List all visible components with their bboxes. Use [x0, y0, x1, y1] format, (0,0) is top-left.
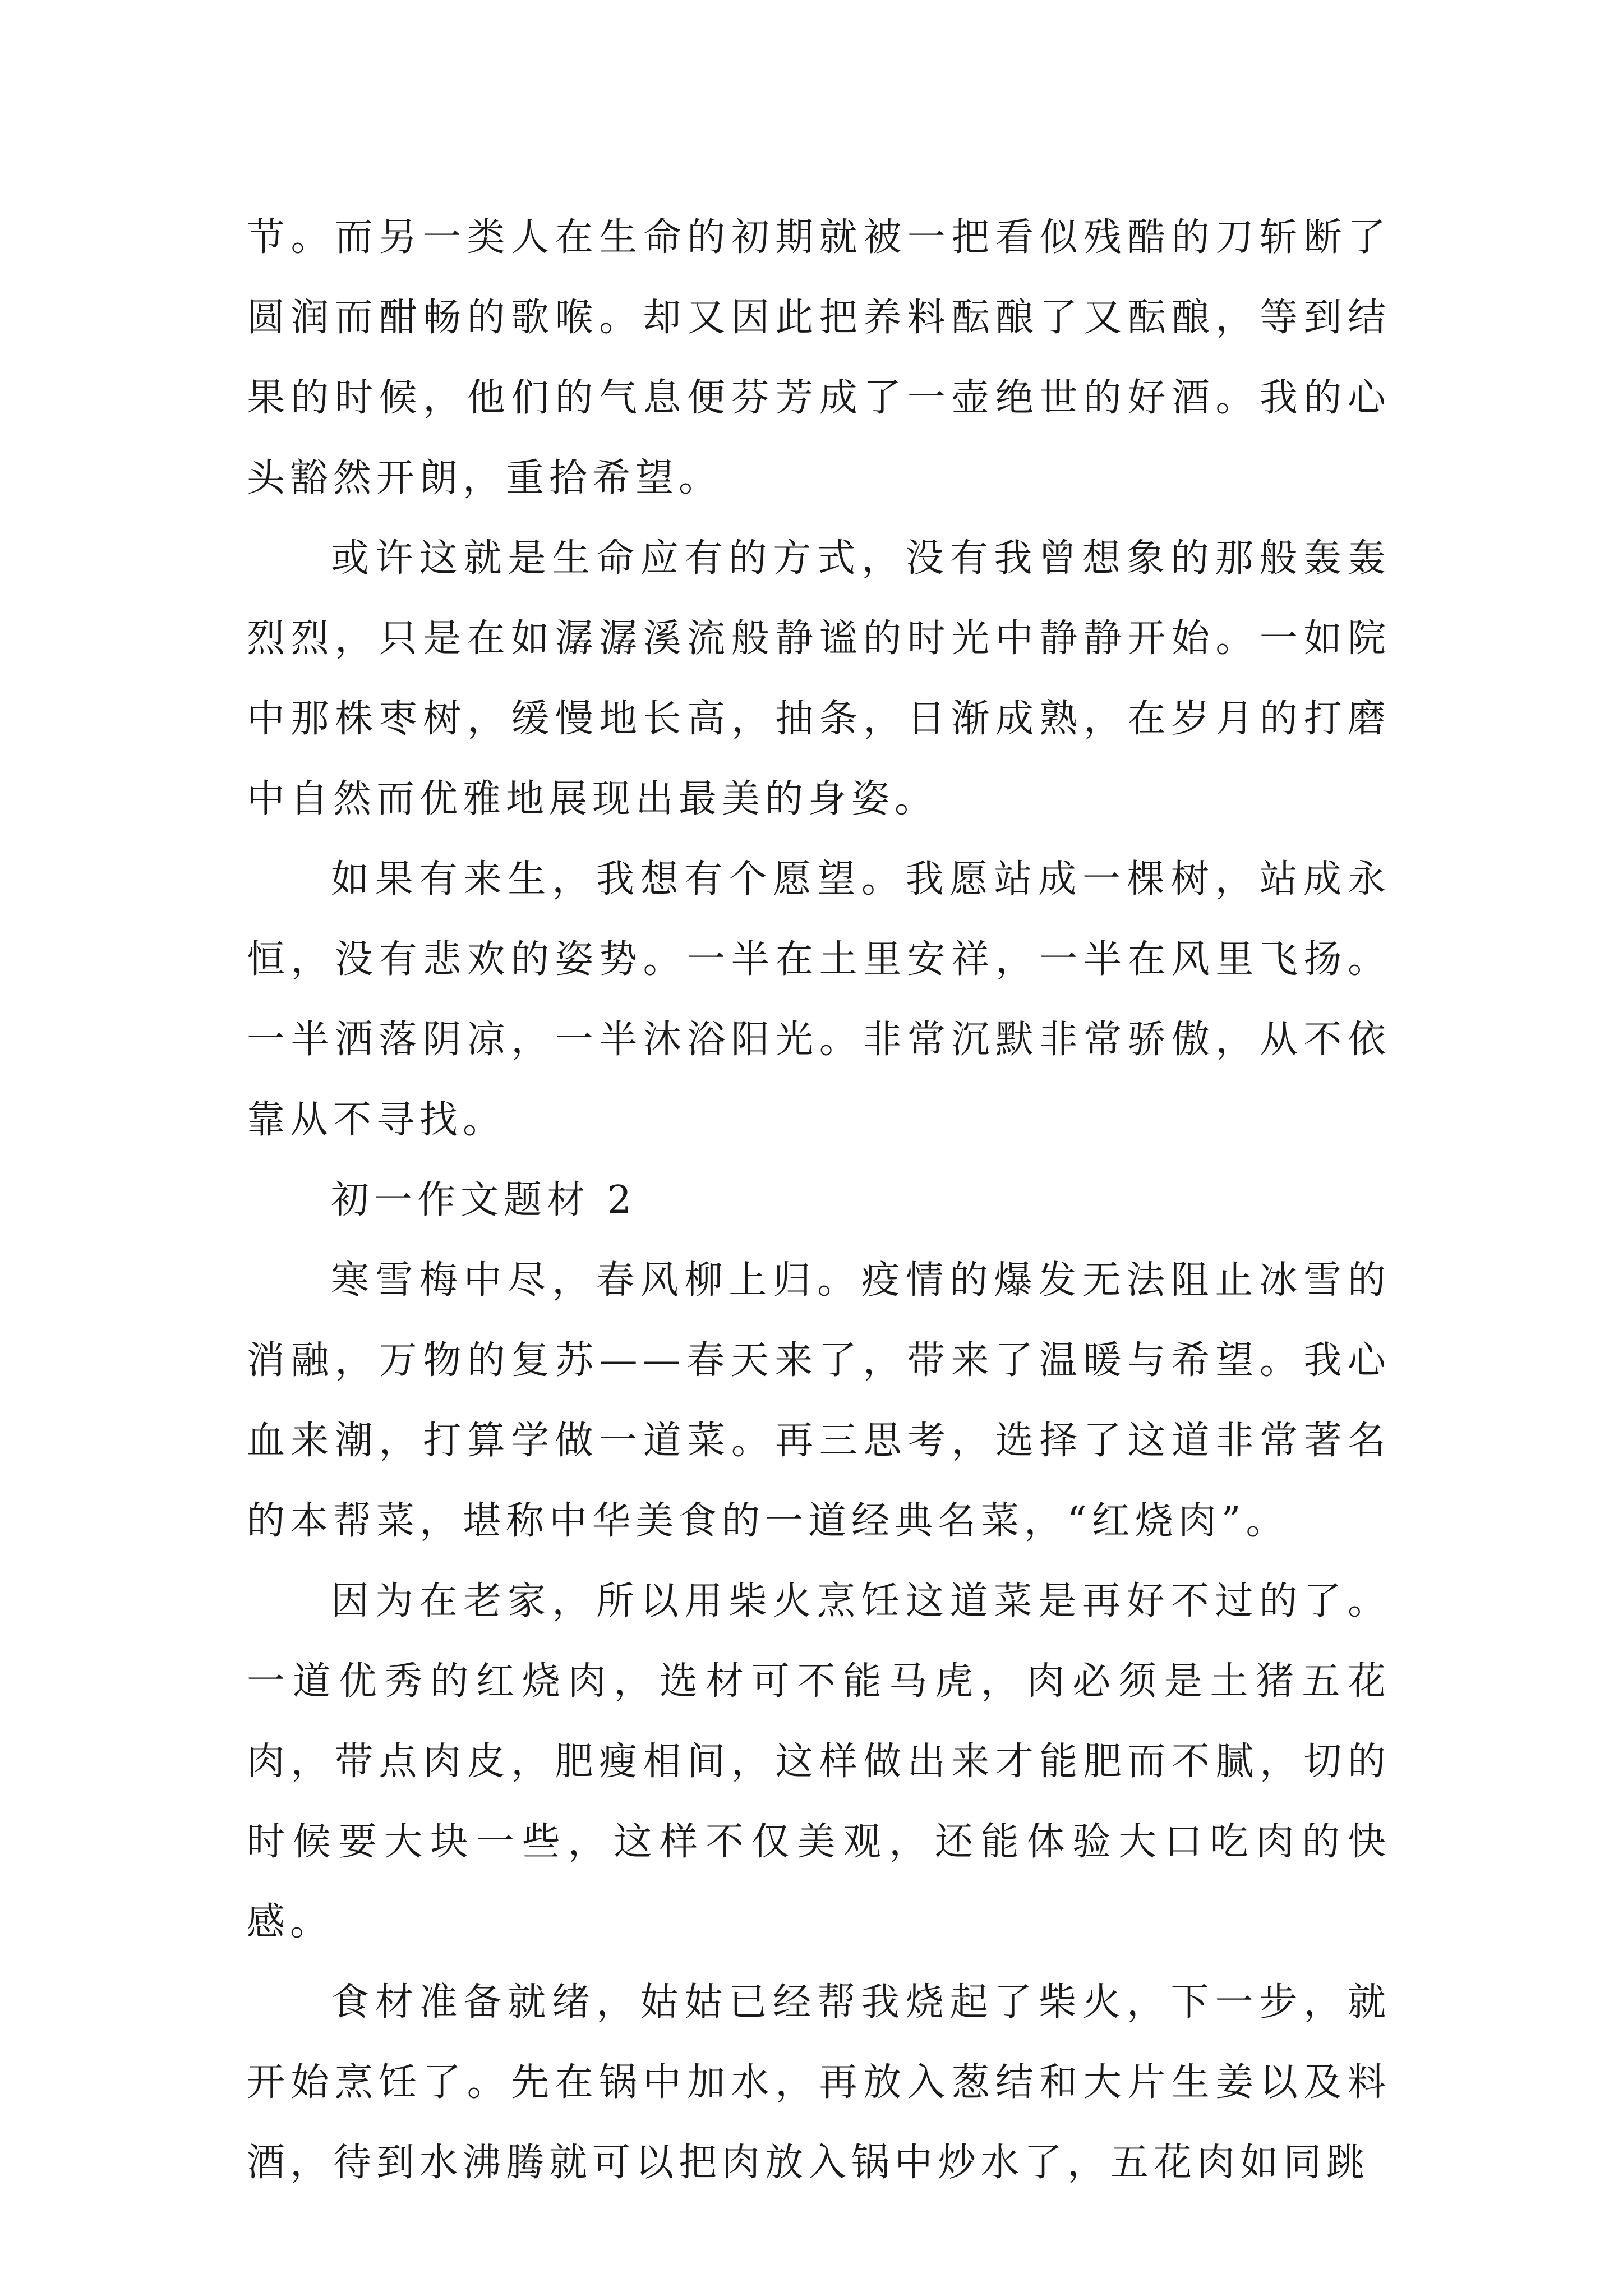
paragraph-3: 如果有来生，我想有个愿望。我愿站成一棵树，站成永恒，没有悲欢的姿势。一半在土里安祥，一半在风里飞扬。一半洒落阴凉，一半沐浴阳光。非常沉默非常骄傲，从不依靠从不寻找。 [247, 857, 1391, 1142]
document-body [247, 197, 1391, 2203]
paragraph-4: 寒雪梅中尽，春风柳上归。疫情的爆发无法阻止冰雪的消融，万物的复苏——春天来了，带来了温暖与希望。我心血来潮，打算学做一道菜。再三思考，选择了这道非常著名的本帮菜，堪称中华美食的一道经典名菜，“红烧肉”。 [247, 1258, 1391, 1543]
paragraph-6: 食材准备就绪，姑姑已经帮我烧起了柴火，下一步，就开始烹饪了。先在锅中加水，再放入葱结和大片生姜以及料酒，待到水沸腾就可以把肉放入锅中炒水了，五花肉如同跳 [247, 1980, 1391, 2185]
section-heading: 初一作文题材 2 [331, 1178, 637, 1222]
paragraph-1: 节。而另一类人在生命的初期就被一把看似残酷的刀斩断了圆润而酣畅的歌喉。却又因此把养料酝酿了又酝酿，等到结果的时候，他们的气息便芬芳成了一壶绝世的好酒。我的心头豁然开朗，重拾希望。 [247, 215, 1391, 500]
paragraph-5: 因为在老家，所以用柴火烹饪这道菜是再好不过的了。一道优秀的红烧肉，选材可不能马虎，肉必须是土猪五花肉，带点肉皮，肥瘦相间，这样做出来才能肥而不腻，切的时候要大块一些，这样不仅美观，还能体验大口吃肉的快感。 [247, 1579, 1391, 1944]
paragraph-2: 或许这就是生命应有的方式，没有我曾想象的那般轰轰烈烈，只是在如潺潺溪流般静谧的时光中静静开始。一如院中那株枣树，缓慢地长高，抽条，日渐成熟，在岁月的打磨中自然而优雅地展现出最美的身姿。 [247, 536, 1391, 821]
